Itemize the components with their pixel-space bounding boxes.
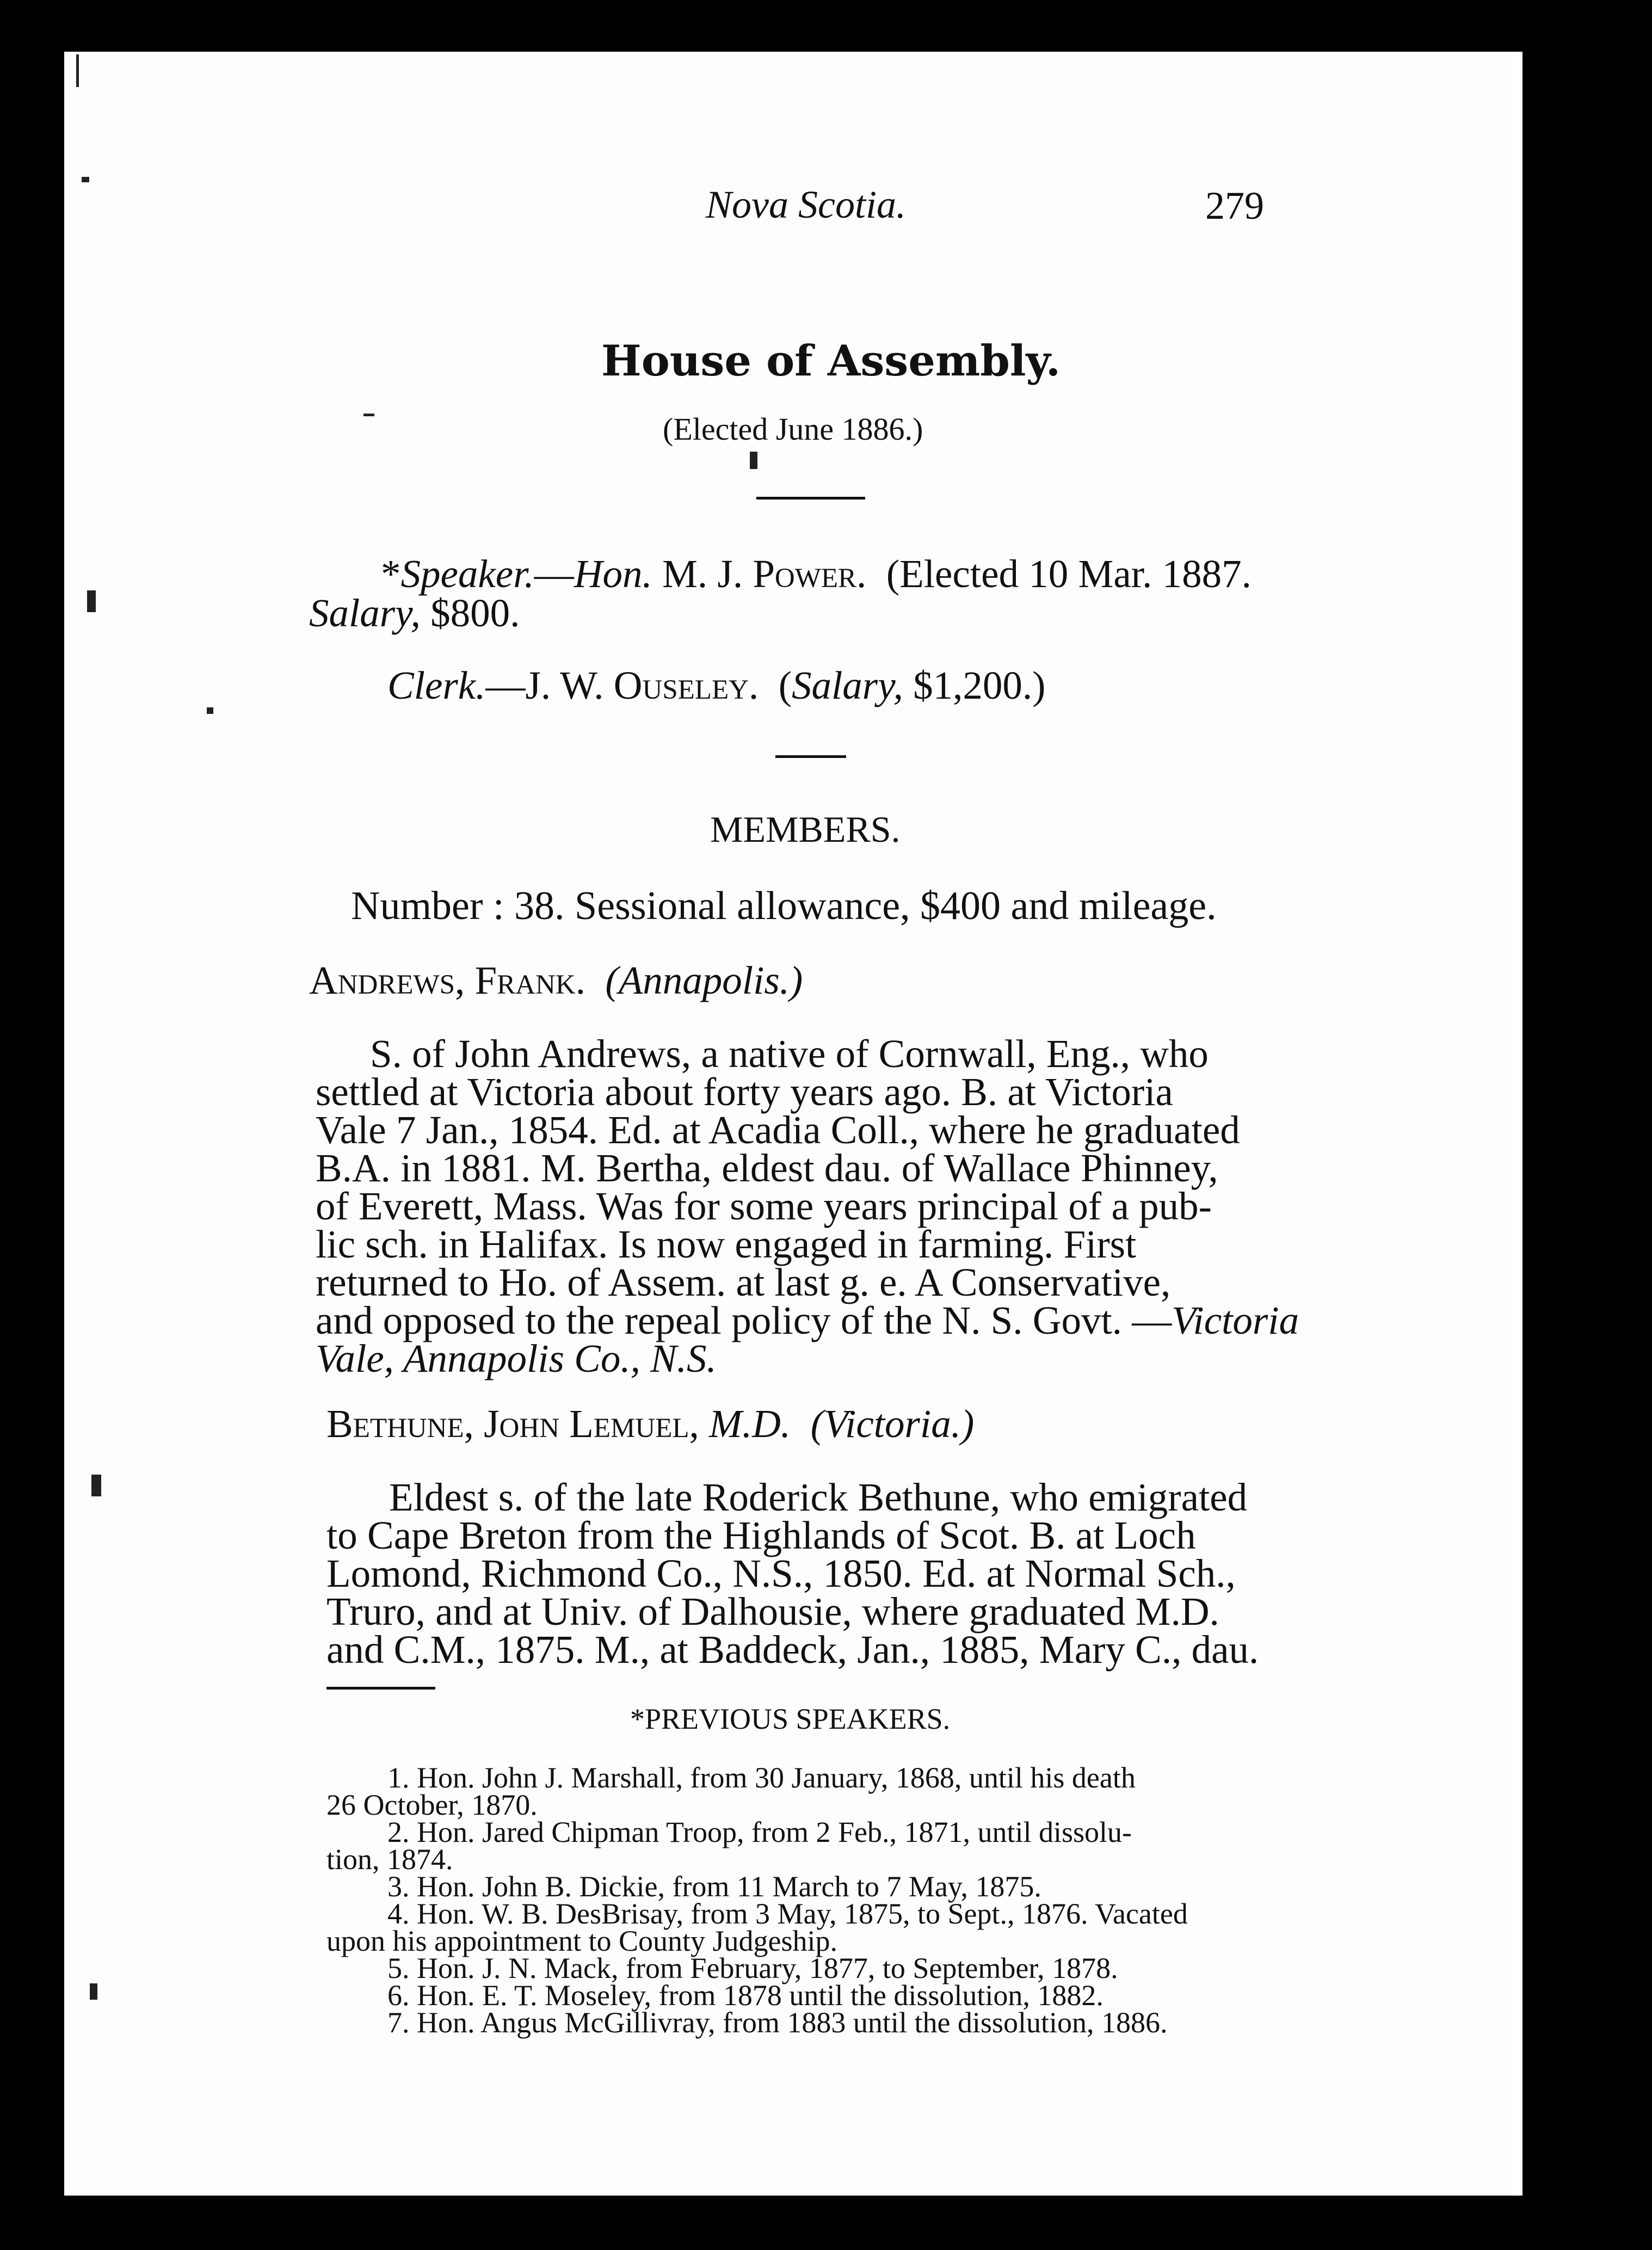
scan-speck (87, 590, 96, 612)
member-degree: M.D. (709, 1402, 791, 1446)
dash: — (534, 552, 574, 596)
running-title: Nova Scotia. (706, 183, 906, 226)
footnote-line: 1. Hon. John J. Marshall, from 30 January, 1868, until his death (387, 1761, 1136, 1794)
bio-line: lic sch. in Halifax. Is now engaged in farming. First (316, 1222, 1137, 1266)
clerk-name: J. W. Ouseley. (525, 663, 759, 707)
scan-speck (76, 54, 79, 87)
salary-label: Salary, (792, 663, 903, 707)
speaker-hon: Hon. (574, 552, 652, 596)
footnote-line: 5. Hon. J. N. Mack, from February, 1877, to September, 1878. (387, 1952, 1118, 1984)
footnote-line: upon his appointment to County Judgeship. (326, 1925, 837, 1957)
section-subtitle: (Elected June 1886.) (663, 411, 923, 447)
bio-text: and opposed to the repeal policy of the N. S. Govt. — (316, 1298, 1172, 1342)
title-rule (756, 497, 865, 500)
member-entry-heading (326, 1404, 974, 1444)
speaker-salary-line (309, 593, 520, 633)
bio-line: of Everett, Mass. Was for some years principal of a pub- (316, 1184, 1212, 1228)
bio-line-with-address (316, 1300, 1299, 1340)
member-entry-heading (309, 960, 803, 1000)
bio-line: and C.M., 1875. M., at Baddeck, Jan., 1885, Mary C., dau. (326, 1628, 1259, 1672)
footnote-line: 6. Hon. E. T. Moseley, from 1878 until the dissolution, 1882. (387, 1979, 1104, 2012)
bio-line: settled at Victoria about forty years ago. B. at Victoria (316, 1070, 1173, 1114)
bio-line: Truro, and at Univ. of Dalhousie, where graduated M.D. (326, 1589, 1219, 1633)
footnote-line: 3. Hon. John B. Dickie, from 11 March to 7 May, 1875. (387, 1870, 1041, 1903)
footnote-line: 26 October, 1870. (326, 1789, 538, 1821)
clerk-line (387, 665, 1045, 705)
bio-line: B.A. in 1881. M. Bertha, eldest dau. of Wallace Phinney, (316, 1146, 1218, 1190)
member-name: Andrews, Frank. (309, 958, 585, 1002)
dash: — (485, 663, 526, 707)
members-summary: Number : 38. Sessional allowance, $400 and mileage. (351, 884, 1217, 928)
bio-line: S. of John Andrews, a native of Cornwall, Eng., who (370, 1032, 1209, 1076)
member-address: Vale, Annapolis Co., N.S. (316, 1336, 717, 1380)
footnote-rule (326, 1687, 435, 1690)
page-number: 279 (1205, 184, 1264, 227)
member-constituency: (Annapolis.) (605, 958, 803, 1002)
clerk-salary: $1,200.) (913, 663, 1046, 707)
section-title: House of Assembly. (601, 336, 1061, 386)
paren: ( (778, 663, 792, 707)
scan-speck (82, 177, 89, 182)
footnote-line: 4. Hon. W. B. DesBrisay, from 3 May, 1875, to Sept., 1876. Vacated (387, 1897, 1188, 1930)
speaker-label: Speaker. (400, 552, 534, 596)
bio-line: Lomond, Richmond Co., N.S., 1850. Ed. at Normal Sch., (326, 1551, 1236, 1595)
footnote-mark: * (381, 552, 401, 596)
speaker-elected: (Elected 10 Mar. 1887. (886, 552, 1252, 596)
page-edge (1513, 52, 1522, 2196)
clerk-label: Clerk. (387, 663, 486, 707)
members-heading: MEMBERS. (710, 809, 901, 850)
speaker-name: M. J. Power. (662, 552, 867, 596)
speaker-salary: $800. (430, 591, 520, 635)
footnote-line: tion, 1874. (326, 1843, 453, 1876)
bio-line: Vale 7 Jan., 1854. Ed. at Acadia Coll., where he graduated (316, 1108, 1240, 1152)
bio-line: returned to Ho. of Assem. at last g. e. A Conservative, (316, 1260, 1171, 1304)
scan-speck (90, 1983, 97, 2000)
member-name: Bethune, John Lemuel, (326, 1402, 699, 1446)
bio-line: to Cape Breton from the Highlands of Scot. B. at Loch (326, 1513, 1196, 1557)
member-address: Victoria (1172, 1298, 1299, 1342)
salary-label: Salary, (309, 591, 421, 635)
scan-speck (750, 452, 757, 469)
scan-speck (207, 707, 213, 714)
speaker-line (381, 554, 1252, 594)
bio-line: Eldest s. of the late Roderick Bethune, who emigrated (389, 1475, 1248, 1519)
footnote-heading: *PREVIOUS SPEAKERS. (630, 1703, 951, 1735)
member-constituency: (Victoria.) (810, 1402, 975, 1446)
section-rule (775, 755, 846, 758)
scan-speck (91, 1475, 101, 1496)
footnote-line: 7. Hon. Angus McGillivray, from 1883 until the dissolution, 1886. (387, 2006, 1168, 2039)
footnote-line: 2. Hon. Jared Chipman Troop, from 2 Feb., 1871, until dissolu- (387, 1816, 1132, 1848)
scan-speck (363, 414, 374, 416)
